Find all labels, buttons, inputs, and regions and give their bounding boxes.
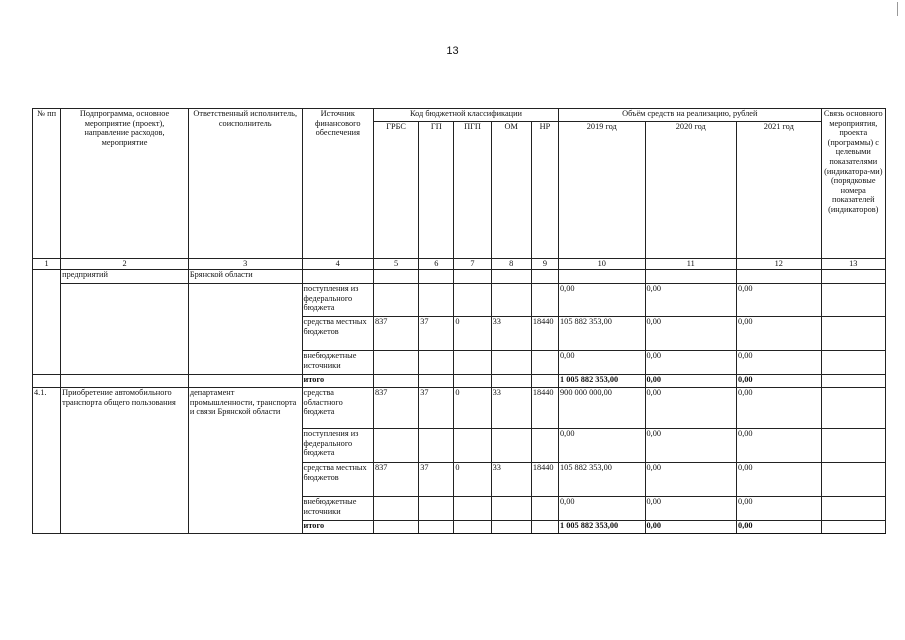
pgp-cell: 0	[454, 388, 491, 429]
header-source: Источник финансового обеспечения	[302, 109, 373, 259]
block1-no	[33, 270, 61, 375]
pgp-cell	[454, 284, 491, 317]
om-cell	[491, 429, 531, 463]
header-responsible: Ответственный исполнитель, соисполнитель	[188, 109, 302, 259]
header-np: НР	[531, 122, 558, 259]
amount-2021-cell: 0,00	[737, 375, 822, 388]
gp-cell	[419, 284, 454, 317]
pgp-cell	[454, 429, 491, 463]
source-cell: поступления из федерального бюджета	[302, 429, 373, 463]
om-cell	[491, 351, 531, 375]
amount-2021-cell: 0,00	[737, 463, 822, 497]
link-cell	[821, 429, 885, 463]
table-row	[33, 375, 886, 388]
header-link: Связь основного мероприятия, проекта (программы) с целевыми показателями (индикатора-ми) (порядковые номера показателей (индикаторов)	[821, 109, 885, 259]
np-cell	[531, 375, 558, 388]
link-cell	[821, 375, 885, 388]
source-cell: средства местных бюджетов	[302, 463, 373, 497]
om-cell: 33	[491, 463, 531, 497]
om-cell	[491, 375, 531, 388]
amount-2019-cell: 0,00	[559, 351, 646, 375]
grbs-cell: 837	[373, 388, 418, 429]
block2-no: 4.1.	[33, 388, 61, 534]
grbs-cell	[373, 351, 418, 375]
block1-program-cont	[61, 284, 189, 375]
amount-2019-cell: 1 005 882 353,00	[559, 521, 646, 534]
amount-2020-cell: 0,00	[645, 351, 737, 375]
col-number: 4	[302, 259, 373, 270]
header-row-1	[33, 109, 886, 122]
pgp-cell: 0	[454, 317, 491, 351]
col-number: 12	[737, 259, 822, 270]
table-row	[33, 388, 886, 429]
grbs-cell: 837	[373, 463, 418, 497]
link-cell	[821, 284, 885, 317]
pgp-cell	[454, 497, 491, 521]
np-cell	[531, 497, 558, 521]
gp-cell	[419, 351, 454, 375]
pgp-cell: 0	[454, 463, 491, 497]
block1-responsible-cont	[188, 284, 302, 375]
block1-responsible: Брянской области	[188, 270, 302, 284]
link-cell	[821, 351, 885, 375]
amount-2021-cell: 0,00	[737, 429, 822, 463]
amount-2019-cell: 0,00	[559, 497, 646, 521]
header-grbs: ГРБС	[373, 122, 418, 259]
col-number: 3	[188, 259, 302, 270]
om-cell	[491, 497, 531, 521]
gp-cell: 37	[419, 388, 454, 429]
block2-responsible: департамент промышленности, транспорта и связи Брянской области	[188, 388, 302, 534]
col-number: 8	[491, 259, 531, 270]
amount-2020-cell: 0,00	[645, 463, 737, 497]
grbs-cell	[373, 284, 418, 317]
source-cell: итого	[302, 375, 373, 388]
amount-2020-cell: 0,00	[645, 497, 737, 521]
margin-mark	[897, 2, 898, 16]
header-2019: 2019 год	[559, 122, 646, 259]
gp-cell	[419, 497, 454, 521]
amount-2020-cell: 0,00	[645, 388, 737, 429]
col-number: 2	[61, 259, 189, 270]
col-number: 9	[531, 259, 558, 270]
amount-2019-cell: 0,00	[559, 429, 646, 463]
source-cell: поступления из федерального бюджета	[302, 284, 373, 317]
column-number-row	[33, 259, 886, 270]
header-gp: ГП	[419, 122, 454, 259]
gp-cell	[419, 375, 454, 388]
link-cell	[821, 521, 885, 534]
np-cell	[531, 521, 558, 534]
amount-2021-cell: 0,00	[737, 317, 822, 351]
page-number: 13	[446, 45, 459, 57]
link-cell	[821, 497, 885, 521]
source-cell: средства местных бюджетов	[302, 317, 373, 351]
amount-2020-cell: 0,00	[645, 317, 737, 351]
col-number: 1	[33, 259, 61, 270]
grbs-cell	[373, 375, 418, 388]
source-cell: внебюджетные источники	[302, 497, 373, 521]
gp-cell: 37	[419, 463, 454, 497]
om-cell	[491, 284, 531, 317]
gp-cell	[419, 429, 454, 463]
block1-program: предприятий	[61, 270, 189, 284]
col-number: 6	[419, 259, 454, 270]
header-2020: 2020 год	[645, 122, 737, 259]
budget-table	[32, 108, 886, 534]
col-number: 5	[373, 259, 418, 270]
grbs-cell: 837	[373, 317, 418, 351]
col-number: 13	[821, 259, 885, 270]
block1-no-total	[33, 375, 61, 388]
header-no: № пп	[33, 109, 61, 259]
amount-2020-cell: 0,00	[645, 521, 737, 534]
om-cell: 33	[491, 317, 531, 351]
pgp-cell	[454, 375, 491, 388]
amount-2020-cell: 0,00	[645, 429, 737, 463]
np-cell	[531, 284, 558, 317]
header-pgp: ПГП	[454, 122, 491, 259]
gp-cell: 37	[419, 317, 454, 351]
block1-program-total	[61, 375, 189, 388]
link-cell	[821, 463, 885, 497]
header-2021: 2021 год	[737, 122, 822, 259]
pgp-cell	[454, 351, 491, 375]
amount-2021-cell: 0,00	[737, 497, 822, 521]
np-cell	[531, 351, 558, 375]
source-cell: итого	[302, 521, 373, 534]
amount-2021-cell: 0,00	[737, 284, 822, 317]
np-cell: 18440	[531, 317, 558, 351]
block2-program: Приобретение автомобильного транспорта общего пользования	[61, 388, 189, 534]
om-cell	[491, 521, 531, 534]
header-program: Подпрограмма, основное мероприятие (проект), направление расходов, мероприятие	[61, 109, 189, 259]
col-number: 11	[645, 259, 737, 270]
source-cell: средства областного бюджета	[302, 388, 373, 429]
gp-cell	[419, 521, 454, 534]
link-cell	[821, 388, 885, 429]
block1-title-row	[33, 270, 886, 284]
header-budget-code: Код бюджетной классификации	[373, 109, 558, 122]
link-cell	[821, 317, 885, 351]
col-number: 10	[559, 259, 646, 270]
header-volume: Объём средств на реализацию, рублей	[559, 109, 822, 122]
amount-2019-cell: 1 005 882 353,00	[559, 375, 646, 388]
amount-2021-cell: 0,00	[737, 521, 822, 534]
amount-2021-cell: 0,00	[737, 351, 822, 375]
header-om: ОМ	[491, 122, 531, 259]
np-cell: 18440	[531, 388, 558, 429]
pgp-cell	[454, 521, 491, 534]
amount-2020-cell: 0,00	[645, 375, 737, 388]
grbs-cell	[373, 521, 418, 534]
amount-2019-cell: 0,00	[559, 284, 646, 317]
grbs-cell	[373, 497, 418, 521]
amount-2020-cell: 0,00	[645, 284, 737, 317]
amount-2019-cell: 105 882 353,00	[559, 317, 646, 351]
grbs-cell	[373, 429, 418, 463]
om-cell: 33	[491, 388, 531, 429]
np-cell	[531, 429, 558, 463]
source-cell: внебюджетные источники	[302, 351, 373, 375]
col-number: 7	[454, 259, 491, 270]
table-row	[33, 284, 886, 317]
amount-2019-cell: 105 882 353,00	[559, 463, 646, 497]
np-cell: 18440	[531, 463, 558, 497]
amount-2021-cell: 0,00	[737, 388, 822, 429]
amount-2019-cell: 900 000 000,00	[559, 388, 646, 429]
block1-responsible-total	[188, 375, 302, 388]
